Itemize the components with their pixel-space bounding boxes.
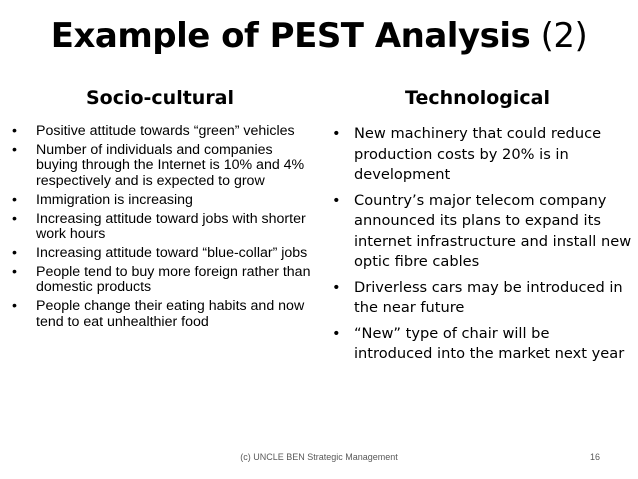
list-item <box>12 143 312 190</box>
bullet-icon: • <box>12 141 17 158</box>
title-suffix: (2) <box>540 16 588 56</box>
list-item-text: Increasing attitude toward jobs with shorter work hours <box>36 210 306 243</box>
list-item <box>332 278 632 319</box>
list-item <box>12 124 312 140</box>
list-item <box>12 299 312 330</box>
list-item <box>332 124 632 186</box>
bullet-icon: • <box>12 210 17 227</box>
list-item-text: Immigration is increasing <box>36 191 193 208</box>
list-item <box>12 265 312 296</box>
list-item-text: Positive attitude towards “green” vehicles <box>36 123 295 139</box>
socio-cultural-heading: Socio-cultural <box>85 87 235 109</box>
technological-list <box>332 124 632 370</box>
bullet-icon: • <box>12 191 17 208</box>
list-item <box>332 324 632 365</box>
page-number: 16 <box>590 452 601 462</box>
list-item <box>12 193 312 209</box>
list-item <box>12 212 312 243</box>
slide-title <box>0 14 638 58</box>
bullet-icon: • <box>332 278 341 296</box>
list-item-text: People change their eating habits and now tend to eat unhealthier food <box>36 298 305 330</box>
list-item <box>332 191 632 273</box>
list-item-text: New machinery that could reduce production costs by 20% is in development <box>354 125 602 183</box>
bullet-icon: • <box>332 191 341 209</box>
bullet-icon: • <box>12 298 17 315</box>
footer-text: (c) UNCLE BEN Strategic Management <box>240 452 398 462</box>
bullet-icon: • <box>12 123 17 139</box>
list-item-text: People tend to buy more foreign rather than domestic products <box>36 263 311 296</box>
list-item <box>12 246 312 262</box>
bullet-icon: • <box>12 263 17 280</box>
bullet-icon: • <box>332 324 341 342</box>
bullet-icon: • <box>12 245 17 262</box>
list-item-text: Increasing attitude toward “blue-collar” jobs <box>36 245 308 262</box>
bullet-icon: • <box>332 125 341 142</box>
technological-heading: Technological <box>405 87 550 109</box>
list-item-text: “New” type of chair will be introduced into the market next year <box>354 324 625 362</box>
list-item-text: Driverless cars may be introduced in the near future <box>354 278 623 316</box>
socio-cultural-list <box>12 124 312 334</box>
title-main: Example of PEST Analysis <box>50 16 531 56</box>
list-item-text: Country’s major telecom company announced its plans to expand its internet infrastructure and install new optic fibre cables <box>354 191 632 270</box>
list-item-text: Number of individuals and companies buying through the Internet is 10% and 4% respectively and is expected to grow <box>36 141 305 189</box>
